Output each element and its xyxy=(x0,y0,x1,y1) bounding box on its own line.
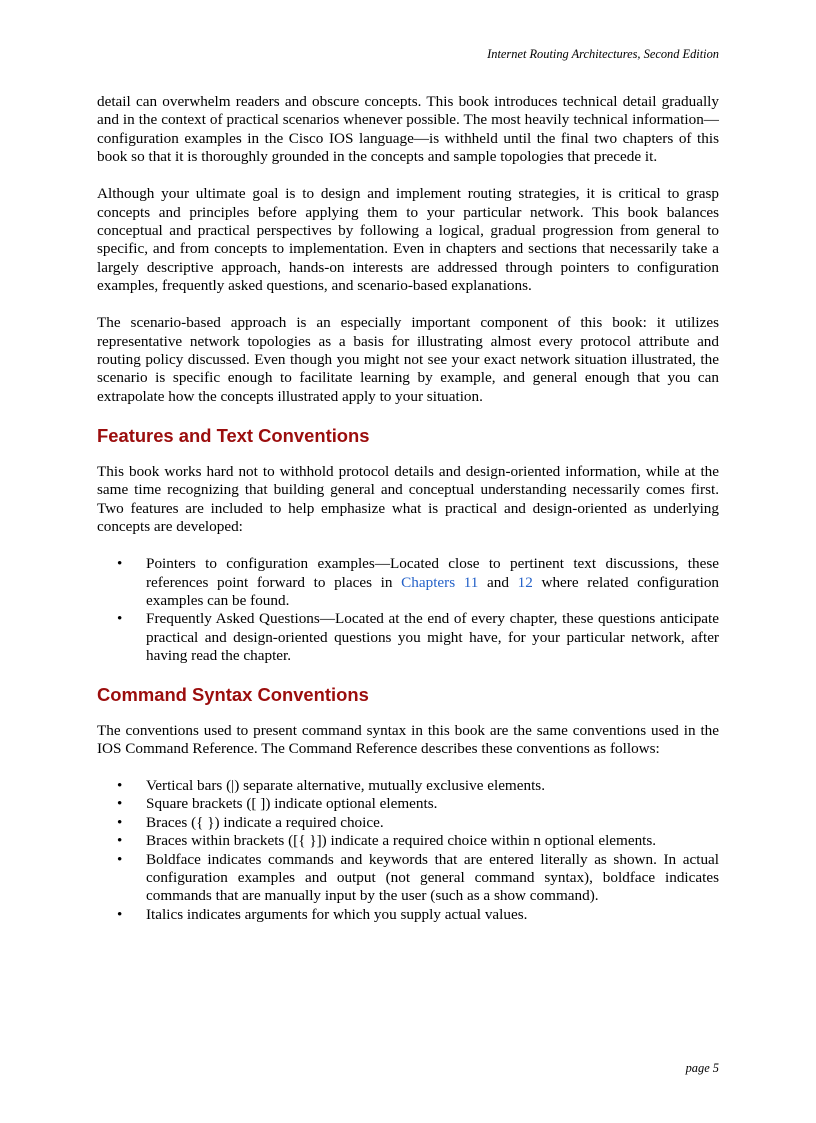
running-header: Internet Routing Architectures, Second Edition xyxy=(487,47,719,61)
bullet: • xyxy=(117,776,123,794)
list-item-text: Boldface indicates commands and keywords that are entered literally as shown. In actual configuration examples and output (not general command syntax), boldface indicates commands that are manually input by the user (such as a show command). xyxy=(146,850,719,905)
paragraph: detail can overwhelm readers and obscure concepts. This book introduces technical detail gradually and in the context of practical scenarios whenever possible. The most heavily technical information—configuration examples in the Cisco IOS language—is withheld until the final two chapters of this book so that it is thoroughly grounded in the concepts and sample topologies that precede it. xyxy=(97,93,719,166)
list-item xyxy=(97,610,719,665)
list-item-text: where related configuration examples can be found. xyxy=(146,573,720,609)
bullet: • xyxy=(117,832,123,850)
list-item-text: Vertical bars (|) separate alternative, mutually exclusive elements. xyxy=(146,776,546,794)
list-item xyxy=(97,832,719,850)
list-item xyxy=(97,795,719,813)
list-item xyxy=(97,906,719,924)
chapter-12-link[interactable]: 12 xyxy=(517,573,533,591)
bullet: • xyxy=(117,813,123,831)
bullet: • xyxy=(117,905,123,923)
list-item-text: Braces within brackets ([{ }]) indicate a required choice within n optional elements. xyxy=(146,832,657,850)
list-item xyxy=(97,851,719,906)
section-heading-syntax: Command Syntax Conventions xyxy=(97,683,369,705)
paragraph: Although your ultimate goal is to design and implement routing strategies, it is critical to grasp concepts and principles before applying them to your particular network. This book balances conceptual and practical perspectives by following a logical, gradual progression from general to specific, and from concepts to implementation. Even in chapters and sections that necessarily take a largely descriptive approach, hands-on interests are addressed through pointers to configuration examples, frequently asked questions, and scenario-based explanations. xyxy=(97,185,719,295)
list-item-text: and xyxy=(478,573,518,591)
chapters-11-link[interactable]: Chapters 11 xyxy=(401,573,479,591)
paragraph: This book works hard not to withhold protocol details and design-oriented information, while at the same time recognizing that building general and conceptual understanding necessarily comes first. Two features are included to help emphasize what is practical and design-oriented as underlying concepts are developed: xyxy=(97,462,719,536)
list-item-text: Italics indicates arguments for which you supply actual values. xyxy=(146,905,528,923)
features-list xyxy=(97,555,719,665)
list-item-text: Square brackets ([ ]) indicate optional elements. xyxy=(146,795,438,813)
list-item-text: Frequently Asked Questions—Located at the end of every chapter, these questions anticipate practical and design-oriented questions you might have, for your particular network, after having read the chapter. xyxy=(146,610,719,665)
bullet: • xyxy=(117,555,123,573)
bullet: • xyxy=(117,850,123,868)
body-text xyxy=(97,93,719,942)
bullet: • xyxy=(117,610,123,628)
list-item-text: Pointers to configuration examples—Located close to pertinent text discussions, these references point forward to places in xyxy=(146,555,719,591)
list-item-text: Braces ({ }) indicate a required choice. xyxy=(146,813,384,831)
paragraph: The conventions used to present command syntax in this book are the same conventions used in the IOS Command Reference. The Command Reference describes these conventions as follows: xyxy=(97,721,719,757)
list-item xyxy=(97,814,719,832)
list-item xyxy=(97,555,719,610)
paragraph: The scenario-based approach is an especially important component of this book: it utilizes representative network topologies as a basis for illustrating almost every protocol attribute and routing policy discussed. Even though you might not see your exact network situation illustrated, the scenario is specific enough to facilitate learning by example, and general enough that you can extrapolate how the concepts illustrated apply to your situation. xyxy=(97,314,719,405)
page-number: page 5 xyxy=(685,1061,719,1075)
bullet: • xyxy=(117,795,123,813)
section-heading-features: Features and Text Conventions xyxy=(97,424,370,446)
list-item xyxy=(97,777,719,795)
syntax-list xyxy=(97,777,719,924)
